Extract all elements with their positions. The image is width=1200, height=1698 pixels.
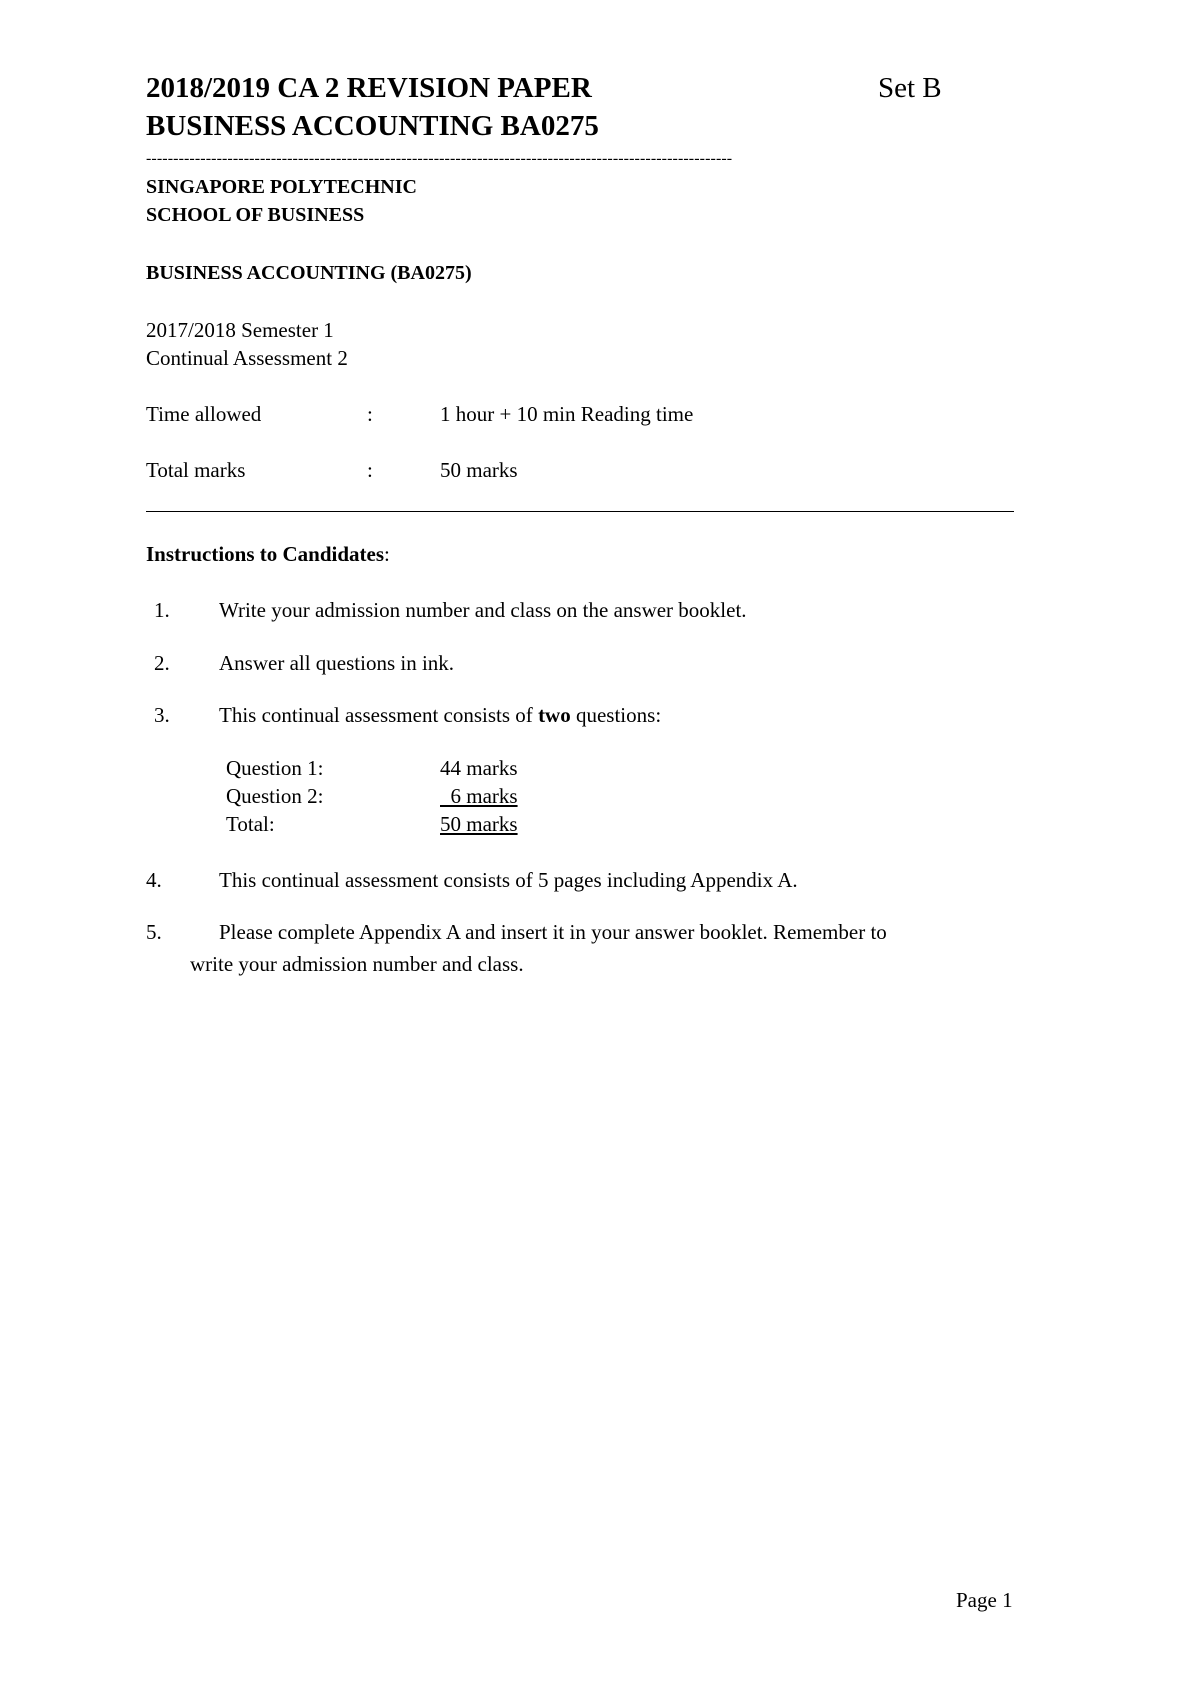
marks-table-value: 44 marks: [440, 756, 518, 780]
instruction-number: 3.: [154, 703, 170, 727]
dashed-divider: ------------------------------------------------------------------------------------------------------------: [146, 150, 733, 167]
total-marks-value: 50 marks: [440, 458, 518, 482]
instructions-heading: Instructions to Candidates:: [146, 542, 390, 566]
total-marks-colon: :: [367, 458, 373, 482]
instruction-number: 1.: [154, 598, 170, 622]
marks-table-label: Total:: [226, 812, 275, 836]
marks-table-value: 50 marks: [440, 812, 518, 836]
time-allowed-label: Time allowed: [146, 402, 262, 426]
instruction-text: This continual assessment consists of two questions:: [219, 703, 662, 727]
instruction-number: 4.: [146, 868, 162, 892]
module-title: BUSINESS ACCOUNTING (BA0275): [146, 262, 472, 284]
instruction-number: 2.: [154, 651, 170, 675]
solid-divider: [146, 511, 1014, 512]
marks-table-label: Question 2:: [226, 784, 324, 808]
semester: 2017/2018 Semester 1: [146, 318, 334, 342]
time-allowed-colon: :: [367, 402, 373, 426]
institution-name: SINGAPORE POLYTECHNIC: [146, 176, 417, 198]
assessment-name: Continual Assessment 2: [146, 346, 348, 370]
page-number: Page 1: [956, 1588, 1013, 1612]
instruction-text: Answer all questions in ink.: [219, 651, 455, 675]
school-name: SCHOOL OF BUSINESS: [146, 204, 365, 226]
instruction-text: This continual assessment consists of 5 pages including Appendix A.: [219, 868, 798, 892]
instruction-text: Please complete Appendix A and insert it in your answer booklet. Remember to: [219, 920, 887, 944]
marks-table-value: 6 marks: [440, 784, 518, 808]
set-label: Set B: [878, 72, 942, 104]
instruction-number: 5.: [146, 920, 162, 944]
total-marks-label: Total marks: [146, 458, 246, 482]
time-allowed-value: 1 hour + 10 min Reading time: [440, 402, 694, 426]
instruction-text: Write your admission number and class on the answer booklet.: [219, 598, 747, 622]
instruction-text-continued: write your admission number and class.: [190, 952, 524, 976]
paper-subtitle: BUSINESS ACCOUNTING BA0275: [146, 110, 599, 142]
marks-table-label: Question 1:: [226, 756, 324, 780]
paper-title: 2018/2019 CA 2 REVISION PAPER: [146, 72, 592, 104]
